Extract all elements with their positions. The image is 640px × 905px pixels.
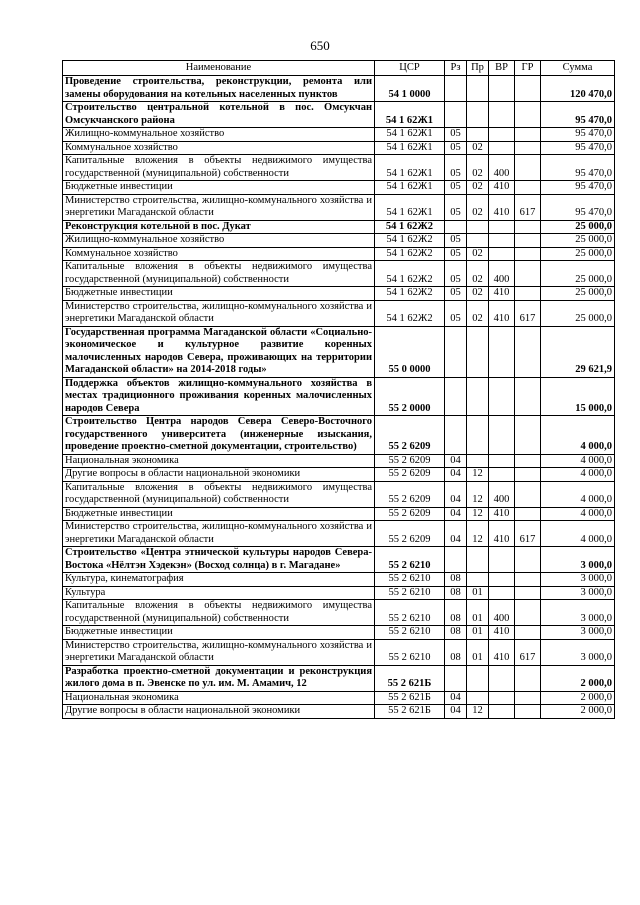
cell-sum: 95 470,0 (541, 194, 615, 220)
cell-pr (467, 691, 489, 705)
cell-pr (467, 416, 489, 455)
cell-csr: 55 2 6209 (375, 454, 445, 468)
cell-vr (489, 76, 515, 102)
cell-rz: 04 (445, 521, 467, 547)
cell-sum: 4 000,0 (541, 521, 615, 547)
cell-name: Другие вопросы в области национальной экономики (63, 705, 375, 719)
header-rz: Рз (445, 61, 467, 76)
budget-table (62, 60, 615, 719)
cell-gr: 617 (515, 300, 541, 326)
cell-gr: 617 (515, 521, 541, 547)
cell-name: Другие вопросы в области национальной экономики (63, 468, 375, 482)
table-row (63, 155, 615, 181)
cell-rz: 08 (445, 600, 467, 626)
cell-csr: 54 1 62Ж1 (375, 102, 445, 128)
cell-sum: 25 000,0 (541, 247, 615, 261)
cell-csr: 54 1 62Ж2 (375, 220, 445, 234)
cell-vr: 410 (489, 639, 515, 665)
cell-vr (489, 377, 515, 416)
cell-name: Капитальные вложения в объекты недвижимого имущества государственной (муниципальной) собственности (63, 600, 375, 626)
cell-csr: 55 2 6209 (375, 521, 445, 547)
cell-sum: 25 000,0 (541, 287, 615, 301)
cell-rz: 05 (445, 247, 467, 261)
cell-sum: 4 000,0 (541, 468, 615, 482)
cell-rz (445, 102, 467, 128)
header-name: Наименование (63, 61, 375, 76)
cell-csr: 54 1 62Ж1 (375, 181, 445, 195)
cell-vr (489, 691, 515, 705)
cell-name: Капитальные вложения в объекты недвижимого имущества государственной (муниципальной) собственности (63, 155, 375, 181)
cell-vr (489, 586, 515, 600)
cell-gr (515, 481, 541, 507)
table-row (63, 326, 615, 377)
cell-rz: 05 (445, 234, 467, 248)
table-row (63, 705, 615, 719)
cell-rz (445, 326, 467, 377)
cell-vr: 410 (489, 181, 515, 195)
cell-sum: 95 470,0 (541, 128, 615, 142)
cell-pr: 02 (467, 300, 489, 326)
cell-pr: 01 (467, 626, 489, 640)
header-csr: ЦСР (375, 61, 445, 76)
cell-gr (515, 586, 541, 600)
cell-rz: 04 (445, 481, 467, 507)
table-row (63, 247, 615, 261)
cell-rz: 05 (445, 155, 467, 181)
cell-vr: 410 (489, 194, 515, 220)
cell-csr: 54 1 62Ж2 (375, 300, 445, 326)
cell-pr: 12 (467, 521, 489, 547)
cell-rz: 04 (445, 454, 467, 468)
cell-pr: 12 (467, 481, 489, 507)
cell-pr: 02 (467, 181, 489, 195)
cell-name: Национальная экономика (63, 691, 375, 705)
cell-rz (445, 547, 467, 573)
cell-pr (467, 102, 489, 128)
cell-csr: 55 2 6210 (375, 639, 445, 665)
cell-rz: 08 (445, 573, 467, 587)
table-row (63, 573, 615, 587)
cell-rz: 05 (445, 141, 467, 155)
table-row (63, 454, 615, 468)
cell-rz (445, 76, 467, 102)
table-row (63, 665, 615, 691)
cell-vr (489, 326, 515, 377)
cell-vr: 410 (489, 287, 515, 301)
header-sum: Сумма (541, 61, 615, 76)
cell-sum: 3 000,0 (541, 626, 615, 640)
cell-name: Проведение строительства, реконструкции, ремонта или замены оборудования на котельных населенных пунктов (63, 76, 375, 102)
cell-csr: 55 2 6209 (375, 416, 445, 455)
cell-csr: 54 1 62Ж1 (375, 194, 445, 220)
cell-vr (489, 416, 515, 455)
cell-gr (515, 665, 541, 691)
cell-csr: 55 2 0000 (375, 377, 445, 416)
cell-vr: 400 (489, 481, 515, 507)
cell-gr (515, 234, 541, 248)
cell-name: Жилищно-коммунальное хозяйство (63, 128, 375, 142)
cell-csr: 54 1 62Ж1 (375, 128, 445, 142)
table-row (63, 194, 615, 220)
cell-gr (515, 416, 541, 455)
cell-gr (515, 247, 541, 261)
cell-gr (515, 141, 541, 155)
table-body (63, 76, 615, 719)
cell-csr: 55 2 6210 (375, 626, 445, 640)
cell-pr (467, 76, 489, 102)
cell-pr (467, 234, 489, 248)
table-row (63, 639, 615, 665)
cell-rz (445, 220, 467, 234)
cell-vr: 410 (489, 521, 515, 547)
table-row (63, 128, 615, 142)
cell-gr (515, 454, 541, 468)
cell-rz: 05 (445, 194, 467, 220)
cell-gr (515, 691, 541, 705)
cell-gr (515, 547, 541, 573)
cell-sum: 4 000,0 (541, 454, 615, 468)
cell-name: Культура, кинематография (63, 573, 375, 587)
cell-sum: 25 000,0 (541, 220, 615, 234)
cell-gr (515, 600, 541, 626)
cell-sum: 2 000,0 (541, 665, 615, 691)
table-row (63, 547, 615, 573)
cell-pr: 12 (467, 468, 489, 482)
cell-name: Министерство строительства, жилищно-коммунального хозяйства и энергетики Магаданской области (63, 300, 375, 326)
cell-sum: 15 000,0 (541, 377, 615, 416)
cell-gr (515, 128, 541, 142)
cell-gr (515, 705, 541, 719)
cell-name: Капитальные вложения в объекты недвижимого имущества государственной (муниципальной) собственности (63, 481, 375, 507)
cell-rz: 05 (445, 128, 467, 142)
cell-vr: 400 (489, 600, 515, 626)
cell-rz: 04 (445, 691, 467, 705)
cell-gr (515, 220, 541, 234)
cell-csr: 55 2 621Б (375, 665, 445, 691)
cell-pr: 01 (467, 639, 489, 665)
cell-pr (467, 128, 489, 142)
cell-pr (467, 573, 489, 587)
cell-name: Культура (63, 586, 375, 600)
cell-pr: 02 (467, 194, 489, 220)
header-gr: ГР (515, 61, 541, 76)
table-row (63, 600, 615, 626)
cell-pr: 02 (467, 287, 489, 301)
cell-name: Министерство строительства, жилищно-коммунального хозяйства и энергетики Магаданской области (63, 521, 375, 547)
cell-pr (467, 547, 489, 573)
cell-vr (489, 573, 515, 587)
cell-gr (515, 181, 541, 195)
cell-vr (489, 468, 515, 482)
cell-rz: 05 (445, 287, 467, 301)
cell-sum: 3 000,0 (541, 547, 615, 573)
cell-name: Жилищно-коммунальное хозяйство (63, 234, 375, 248)
cell-sum: 25 000,0 (541, 234, 615, 248)
cell-gr (515, 287, 541, 301)
cell-csr: 54 1 62Ж2 (375, 247, 445, 261)
cell-pr: 02 (467, 141, 489, 155)
cell-csr: 54 1 62Ж2 (375, 261, 445, 287)
cell-sum: 2 000,0 (541, 705, 615, 719)
cell-name: Бюджетные инвестиции (63, 181, 375, 195)
cell-gr (515, 507, 541, 521)
cell-sum: 2 000,0 (541, 691, 615, 705)
cell-gr (515, 468, 541, 482)
cell-vr: 400 (489, 261, 515, 287)
cell-csr: 55 2 6210 (375, 547, 445, 573)
cell-name: Бюджетные инвестиции (63, 507, 375, 521)
cell-gr: 617 (515, 639, 541, 665)
table-row (63, 468, 615, 482)
table-row (63, 141, 615, 155)
table-row (63, 234, 615, 248)
cell-name: Поддержка объектов жилищно-коммунального хозяйства в местах традиционного проживания коренных малочисленных народов Севера (63, 377, 375, 416)
cell-csr: 55 2 621Б (375, 705, 445, 719)
table-row (63, 261, 615, 287)
cell-vr (489, 547, 515, 573)
cell-sum: 3 000,0 (541, 600, 615, 626)
cell-vr: 400 (489, 155, 515, 181)
cell-name: Разработка проектно-сметной документации и реконструкция жилого дома в п. Эвенске по ул. им. М. Амамич, 12 (63, 665, 375, 691)
cell-gr (515, 326, 541, 377)
cell-sum: 4 000,0 (541, 416, 615, 455)
cell-sum: 3 000,0 (541, 573, 615, 587)
cell-rz: 05 (445, 300, 467, 326)
table-row (63, 300, 615, 326)
cell-rz: 05 (445, 261, 467, 287)
cell-sum: 3 000,0 (541, 639, 615, 665)
cell-csr: 54 1 62Ж2 (375, 234, 445, 248)
cell-csr: 55 2 6209 (375, 468, 445, 482)
table-row (63, 691, 615, 705)
cell-name: Капитальные вложения в объекты недвижимого имущества государственной (муниципальной) собственности (63, 261, 375, 287)
cell-name: Министерство строительства, жилищно-коммунального хозяйства и энергетики Магаданской области (63, 639, 375, 665)
cell-rz: 08 (445, 586, 467, 600)
header-pr: Пр (467, 61, 489, 76)
table-row (63, 181, 615, 195)
cell-vr (489, 665, 515, 691)
cell-gr (515, 626, 541, 640)
cell-name: Строительство Центра народов Севера Северо-Восточного государственного университета (инженерные изыскания, проведение проектно-сметной документации, строительство) (63, 416, 375, 455)
cell-vr (489, 141, 515, 155)
cell-gr: 617 (515, 194, 541, 220)
cell-vr (489, 128, 515, 142)
cell-csr: 54 1 0000 (375, 76, 445, 102)
cell-name: Строительство центральной котельной в пос. Омсукчан Омсукчанского района (63, 102, 375, 128)
cell-name: Строительство «Центра этнической культуры народов Севера-Востока «Нёлтэн Хэдекэн» (Восход солнца) в г. Магадане» (63, 547, 375, 573)
cell-gr (515, 76, 541, 102)
cell-pr: 01 (467, 586, 489, 600)
cell-name: Коммунальное хозяйство (63, 141, 375, 155)
table-row (63, 586, 615, 600)
cell-pr (467, 377, 489, 416)
cell-sum: 95 470,0 (541, 102, 615, 128)
cell-csr: 55 0 0000 (375, 326, 445, 377)
cell-gr (515, 377, 541, 416)
cell-rz: 08 (445, 639, 467, 665)
cell-vr (489, 102, 515, 128)
cell-vr (489, 247, 515, 261)
cell-csr: 54 1 62Ж1 (375, 155, 445, 181)
cell-vr: 410 (489, 507, 515, 521)
cell-csr: 55 2 6210 (375, 573, 445, 587)
cell-sum: 95 470,0 (541, 181, 615, 195)
table-row (63, 287, 615, 301)
cell-rz: 08 (445, 626, 467, 640)
cell-name: Министерство строительства, жилищно-коммунального хозяйства и энергетики Магаданской области (63, 194, 375, 220)
cell-vr (489, 454, 515, 468)
cell-csr: 55 2 6210 (375, 586, 445, 600)
cell-csr: 55 2 621Б (375, 691, 445, 705)
cell-vr (489, 705, 515, 719)
table-row (63, 481, 615, 507)
table-row (63, 521, 615, 547)
cell-name: Бюджетные инвестиции (63, 287, 375, 301)
table-row (63, 102, 615, 128)
table-row (63, 76, 615, 102)
cell-csr: 55 2 6209 (375, 507, 445, 521)
header-vr: ВР (489, 61, 515, 76)
cell-vr: 410 (489, 300, 515, 326)
cell-csr: 54 1 62Ж2 (375, 287, 445, 301)
cell-sum: 4 000,0 (541, 507, 615, 521)
table-row (63, 626, 615, 640)
cell-pr (467, 220, 489, 234)
table-header-row (63, 61, 615, 76)
cell-gr (515, 102, 541, 128)
cell-csr: 54 1 62Ж1 (375, 141, 445, 155)
table-row (63, 507, 615, 521)
cell-sum: 120 470,0 (541, 76, 615, 102)
cell-pr (467, 326, 489, 377)
cell-pr: 02 (467, 261, 489, 287)
cell-name: Реконструкция котельной в пос. Дукат (63, 220, 375, 234)
cell-sum: 25 000,0 (541, 261, 615, 287)
cell-sum: 95 470,0 (541, 155, 615, 181)
cell-sum: 95 470,0 (541, 141, 615, 155)
cell-sum: 25 000,0 (541, 300, 615, 326)
cell-rz (445, 416, 467, 455)
table-row (63, 377, 615, 416)
cell-pr: 01 (467, 600, 489, 626)
cell-sum: 29 621,9 (541, 326, 615, 377)
cell-pr: 02 (467, 155, 489, 181)
cell-pr: 02 (467, 247, 489, 261)
cell-gr (515, 573, 541, 587)
cell-pr: 12 (467, 507, 489, 521)
cell-rz (445, 665, 467, 691)
cell-rz: 05 (445, 181, 467, 195)
cell-rz (445, 377, 467, 416)
cell-gr (515, 155, 541, 181)
cell-csr: 55 2 6210 (375, 600, 445, 626)
cell-rz: 04 (445, 705, 467, 719)
table-row (63, 416, 615, 455)
cell-name: Национальная экономика (63, 454, 375, 468)
table-row (63, 220, 615, 234)
cell-name: Бюджетные инвестиции (63, 626, 375, 640)
cell-rz: 04 (445, 507, 467, 521)
cell-vr: 410 (489, 626, 515, 640)
cell-sum: 4 000,0 (541, 481, 615, 507)
cell-sum: 3 000,0 (541, 586, 615, 600)
cell-csr: 55 2 6209 (375, 481, 445, 507)
cell-vr (489, 234, 515, 248)
cell-name: Коммунальное хозяйство (63, 247, 375, 261)
cell-gr (515, 261, 541, 287)
cell-pr: 12 (467, 705, 489, 719)
cell-name: Государственная программа Магаданской области «Социально-экономическое и культурное развитие коренных малочисленных народов Севера, проживающих на территории Магаданской области» на 2014-2018 годы» (63, 326, 375, 377)
cell-rz: 04 (445, 468, 467, 482)
page-number: 650 (310, 38, 330, 53)
cell-pr (467, 665, 489, 691)
cell-vr (489, 220, 515, 234)
cell-pr (467, 454, 489, 468)
